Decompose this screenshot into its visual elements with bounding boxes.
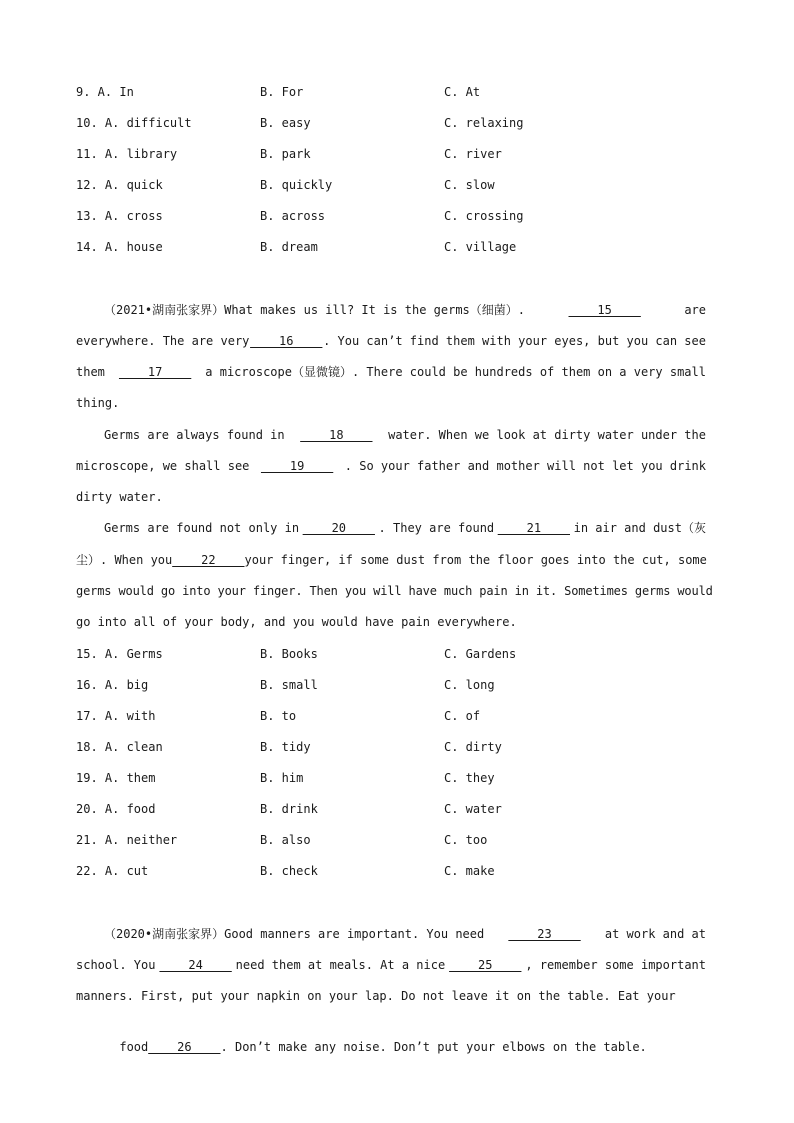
passage-text: What makes us ill? It is the germs（细菌）. xyxy=(224,303,525,317)
option-c: C. dirty xyxy=(444,740,502,754)
option-c: C. slow xyxy=(444,178,495,192)
option-row-17 xyxy=(0,707,794,725)
option-b: B. dream xyxy=(260,240,318,254)
option-a: 22. A. cut xyxy=(76,864,149,878)
blank-19: ____19____ xyxy=(260,459,334,473)
option-a: 16. A. big xyxy=(76,678,149,692)
blank-22: ____22____ xyxy=(172,553,245,567)
option-b: B. easy xyxy=(260,116,311,130)
passage-line xyxy=(76,550,706,570)
option-c: C. village xyxy=(444,240,517,254)
passage-line xyxy=(76,425,706,445)
passage-line: go into all of your body, and you would have pain everywhere. xyxy=(76,615,517,629)
option-b: B. quickly xyxy=(260,178,333,192)
option-row-13 xyxy=(0,207,794,225)
option-c: C. Gardens xyxy=(444,647,517,661)
passage-text: , remember some important xyxy=(525,958,706,972)
option-c: C. crossing xyxy=(444,209,524,223)
option-a: 11. A. library xyxy=(76,147,178,161)
option-row-9 xyxy=(0,83,794,101)
option-b: B. For xyxy=(260,85,304,99)
option-b: B. park xyxy=(260,147,311,161)
option-row-11 xyxy=(0,145,794,163)
option-b: B. to xyxy=(260,709,297,723)
option-row-12 xyxy=(0,176,794,194)
passage-text: school. You xyxy=(76,958,156,972)
passage-text: . You can’t find them with your eyes, but you can see xyxy=(323,334,706,348)
passage-text: . Don’t make any noise. Don’t put your elbows on the table. xyxy=(220,1040,647,1054)
passage-line xyxy=(76,331,706,351)
passage-line: thing. xyxy=(76,396,120,410)
option-row-20 xyxy=(0,800,794,818)
option-a: 12. A. quick xyxy=(76,178,163,192)
option-a: 18. A. clean xyxy=(76,740,163,754)
option-c: C. make xyxy=(444,864,495,878)
passage-text: a microscope（显微镜）. There could be hundreds of them on a very small xyxy=(205,365,706,379)
passage-text: your finger, if some dust from the floor goes into the cut, some xyxy=(244,553,707,567)
option-b: B. check xyxy=(260,864,318,878)
source-tag: （2020•湖南张家界） xyxy=(104,927,225,941)
passage-line xyxy=(76,362,706,382)
option-row-21 xyxy=(0,831,794,849)
passage-line: dirty water. xyxy=(76,490,163,504)
passage-text: are xyxy=(684,303,706,317)
option-a: 13. A. cross xyxy=(76,209,163,223)
option-a: 15. A. Germs xyxy=(76,647,163,661)
option-c: C. At xyxy=(444,85,481,99)
option-c: C. water xyxy=(444,802,502,816)
option-a: 20. A. food xyxy=(76,802,156,816)
option-c: C. relaxing xyxy=(444,116,524,130)
option-c: C. they xyxy=(444,771,495,785)
option-b: B. Books xyxy=(260,647,318,661)
passage-text: . So your father and mother will not let you drink xyxy=(344,459,706,473)
option-c: C. river xyxy=(444,147,502,161)
passage-text: at work and at xyxy=(604,927,706,941)
passage-line: germs would go into your finger. Then you will have much pain in it. Sometimes germs would xyxy=(76,584,713,598)
option-b: B. him xyxy=(260,771,304,785)
option-a: 21. A. neither xyxy=(76,833,178,847)
option-a: 10. A. difficult xyxy=(76,116,192,130)
passage-text: microscope, we shall see xyxy=(76,459,250,473)
option-c: C. of xyxy=(444,709,481,723)
passage-text: in air and dust（灰 xyxy=(573,521,706,535)
option-row-15 xyxy=(0,645,794,663)
option-row-10 xyxy=(0,114,794,132)
passage-text: Germs are always found in xyxy=(104,428,285,442)
option-row-19 xyxy=(0,769,794,787)
passage-text: . They are found xyxy=(378,521,495,535)
option-row-22 xyxy=(0,862,794,880)
option-c: C. long xyxy=(444,678,495,692)
passage-line xyxy=(76,518,706,538)
option-b: B. across xyxy=(260,209,326,223)
blank-25: ____25____ xyxy=(449,958,522,972)
blank-18: ____18____ xyxy=(300,428,373,442)
blank-23: ____23____ xyxy=(508,927,581,941)
option-row-14 xyxy=(0,238,794,256)
passage-line xyxy=(76,300,706,320)
passage-line: manners. First, put your napkin on your lap. Do not leave it on the table. Eat your xyxy=(76,989,676,1003)
option-row-18 xyxy=(0,738,794,756)
blank-17: ____17____ xyxy=(118,365,192,379)
source-tag: （2021•湖南张家界） xyxy=(104,303,225,317)
passage-text: Germs are found not only in xyxy=(104,521,300,535)
blank-16: ____16____ xyxy=(250,334,323,348)
passage-text: them xyxy=(76,365,105,379)
option-b: B. tidy xyxy=(260,740,311,754)
option-a: 17. A. with xyxy=(76,709,156,723)
passage-text: everywhere. The are very xyxy=(76,334,250,348)
passage-text: Good manners are important. You need xyxy=(224,927,485,941)
passage-text: need them at meals. At a nice xyxy=(235,958,446,972)
blank-26: ____26____ xyxy=(148,1040,221,1054)
option-a: 19. A. them xyxy=(76,771,156,785)
option-a: 9. A. In xyxy=(76,85,134,99)
blank-20: ____20____ xyxy=(302,521,375,535)
passage-text: water. When we look at dirty water under the xyxy=(388,428,706,442)
option-b: B. also xyxy=(260,833,311,847)
passage-text: food xyxy=(119,1040,149,1054)
blank-15: ____15____ xyxy=(568,303,641,317)
blank-24: ____24____ xyxy=(159,958,232,972)
blank-21: ____21____ xyxy=(497,521,570,535)
option-b: B. small xyxy=(260,678,318,692)
passage-line xyxy=(76,924,706,944)
passage-text: 尘）. When you xyxy=(76,553,173,567)
option-row-16 xyxy=(0,676,794,694)
passage-line xyxy=(76,1017,706,1054)
option-b: B. drink xyxy=(260,802,318,816)
option-c: C. too xyxy=(444,833,488,847)
passage-line xyxy=(76,955,706,975)
passage-line xyxy=(76,456,706,476)
option-a: 14. A. house xyxy=(76,240,163,254)
